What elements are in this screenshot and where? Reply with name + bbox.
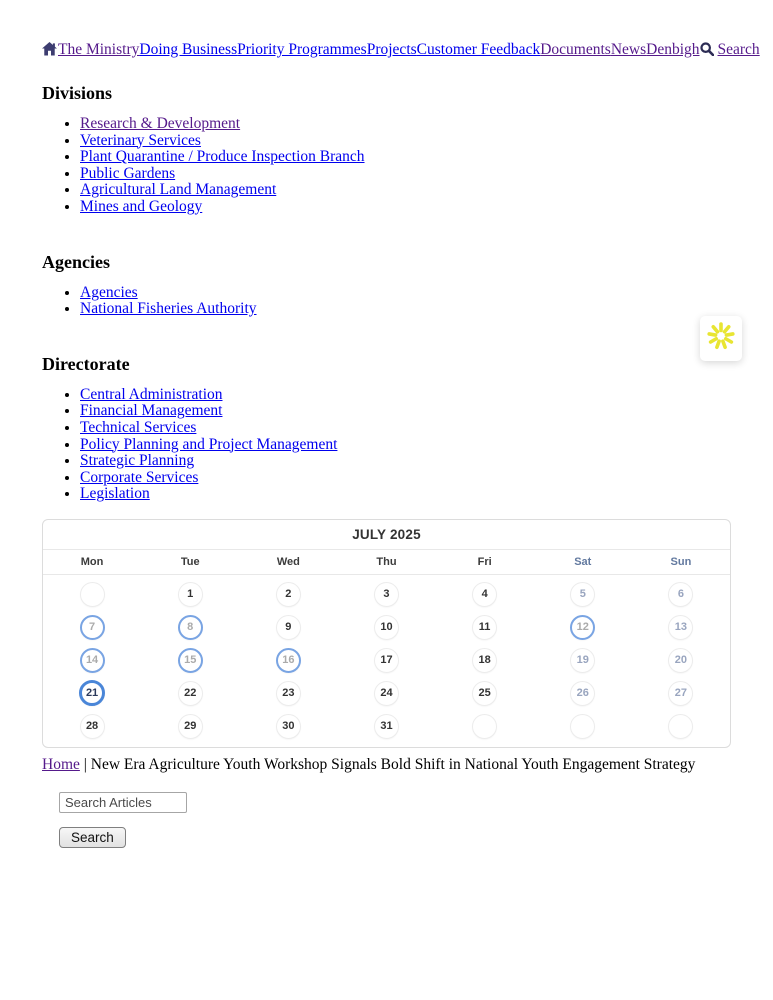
day-header-thu: Thu <box>376 555 397 568</box>
calendar-cell <box>239 611 337 644</box>
day-header-mon: Mon <box>80 555 104 568</box>
calendar-day-26: 26 <box>570 681 595 706</box>
calendar-cell <box>43 611 141 644</box>
calendar-cell <box>534 677 632 710</box>
day-header-tue: Tue <box>180 555 200 568</box>
link-corporate-services[interactable]: Corporate Services <box>80 468 199 486</box>
calendar-day-10: 10 <box>374 615 399 640</box>
link-central-administration[interactable]: Central Administration <box>80 385 223 403</box>
day-header-sun: Sun <box>670 555 692 568</box>
nav-search-link[interactable] <box>700 41 760 58</box>
calendar-day-8[interactable]: 8 <box>178 615 203 640</box>
calendar-day-headers <box>43 550 730 575</box>
calendar-month-title: JULY 2025 <box>43 520 730 550</box>
calendar-cell <box>632 578 730 611</box>
calendar-week-row <box>43 611 730 644</box>
calendar-cell <box>337 677 435 710</box>
nav-item-projects[interactable]: Projects <box>366 41 417 58</box>
asterisk-burst-icon <box>706 321 736 356</box>
divisions-list <box>42 116 731 216</box>
calendar-day-14[interactable]: 14 <box>80 648 105 673</box>
calendar-cell <box>141 677 239 710</box>
day-header-sat: Sat <box>574 555 592 568</box>
link-legislation[interactable]: Legislation <box>80 485 150 503</box>
calendar-cell <box>141 578 239 611</box>
directorate-list <box>42 387 731 503</box>
calendar-cell <box>43 578 141 611</box>
calendar-day-16[interactable]: 16 <box>276 648 301 673</box>
calendar-cell <box>534 710 632 743</box>
calendar-day-2: 2 <box>276 582 301 607</box>
calendar-cell <box>534 644 632 677</box>
list-item <box>80 301 731 318</box>
calendar-day-18: 18 <box>472 648 497 673</box>
event-calendar <box>42 519 731 748</box>
calendar-day-5: 5 <box>570 582 595 607</box>
link-plant-quarantine-produce-inspection-branch[interactable]: Plant Quarantine / Produce Inspection Branch <box>80 148 365 166</box>
list-item <box>80 453 731 470</box>
breadcrumb <box>42 756 731 774</box>
calendar-cell <box>436 644 534 677</box>
calendar-cell <box>436 578 534 611</box>
calendar-grid <box>43 575 730 747</box>
calendar-day-empty <box>80 582 105 607</box>
breadcrumb-home-link[interactable]: Home <box>42 755 80 773</box>
nav-item-customer-feedback[interactable]: Customer Feedback <box>416 41 541 58</box>
calendar-day-15[interactable]: 15 <box>178 648 203 673</box>
calendar-cell <box>436 710 534 743</box>
calendar-cell <box>436 611 534 644</box>
calendar-day-24: 24 <box>374 681 399 706</box>
calendar-day-12[interactable]: 12 <box>570 615 595 640</box>
calendar-week-row <box>43 677 730 710</box>
list-item <box>80 387 731 404</box>
section-heading-agencies: Agencies <box>42 251 110 272</box>
link-public-gardens[interactable]: Public Gardens <box>80 164 176 182</box>
calendar-day-empty <box>472 714 497 739</box>
calendar-cell <box>239 677 337 710</box>
calendar-day-22: 22 <box>178 681 203 706</box>
calendar-cell <box>239 644 337 677</box>
calendar-cell <box>534 611 632 644</box>
list-item <box>80 403 731 420</box>
list-item <box>80 199 731 216</box>
calendar-cell <box>141 710 239 743</box>
calendar-day-1: 1 <box>178 582 203 607</box>
list-item <box>80 470 731 487</box>
calendar-day-31: 31 <box>374 714 399 739</box>
calendar-day-9: 9 <box>276 615 301 640</box>
calendar-cell <box>632 710 730 743</box>
link-technical-services[interactable]: Technical Services <box>80 418 197 436</box>
section-heading-directorate: Directorate <box>42 353 130 374</box>
nav-item-doing-business[interactable]: Doing Business <box>139 41 238 58</box>
accessibility-widget-button[interactable] <box>700 316 742 361</box>
nav-item-priority-programmes[interactable]: Priority Programmes <box>237 41 367 58</box>
day-header-wed: Wed <box>276 555 300 568</box>
list-item <box>80 437 731 454</box>
day-header-fri: Fri <box>477 555 492 568</box>
calendar-cell <box>239 710 337 743</box>
calendar-day-4: 4 <box>472 582 497 607</box>
calendar-day-23: 23 <box>276 681 301 706</box>
list-item <box>80 116 731 133</box>
agencies-list <box>42 285 731 318</box>
calendar-day-13: 13 <box>668 615 693 640</box>
link-strategic-planning[interactable]: Strategic Planning <box>80 452 195 470</box>
article-search-input[interactable] <box>59 792 187 813</box>
calendar-cell <box>337 578 435 611</box>
link-research-development[interactable]: Research & Development <box>80 115 241 132</box>
calendar-cell <box>43 710 141 743</box>
calendar-cell <box>43 677 141 710</box>
breadcrumb-page-title: New Era Agriculture Youth Workshop Signals Bold Shift in National Youth Engagement Strategy <box>90 755 696 773</box>
list-item <box>80 420 731 437</box>
link-policy-planning-and-project-management[interactable]: Policy Planning and Project Management <box>80 435 338 453</box>
link-financial-management[interactable]: Financial Management <box>80 402 223 420</box>
calendar-day-19: 19 <box>570 648 595 673</box>
search-icon <box>700 41 714 58</box>
calendar-cell <box>534 578 632 611</box>
calendar-day-7[interactable]: 7 <box>80 615 105 640</box>
nav-links <box>58 41 700 58</box>
link-national-fisheries-authority[interactable]: National Fisheries Authority <box>80 300 257 318</box>
nav-item-news[interactable]: News <box>610 41 647 58</box>
link-agencies[interactable]: Agencies <box>80 283 138 301</box>
list-item <box>80 285 731 302</box>
calendar-day-empty <box>570 714 595 739</box>
list-item <box>80 149 731 166</box>
calendar-cell <box>337 611 435 644</box>
list-item <box>80 486 731 503</box>
article-search-form <box>59 792 731 848</box>
calendar-cell <box>43 644 141 677</box>
calendar-day-11: 11 <box>472 615 497 640</box>
calendar-cell <box>141 611 239 644</box>
calendar-cell <box>632 644 730 677</box>
nav-search-label: Search <box>717 41 760 58</box>
calendar-cell <box>239 578 337 611</box>
calendar-day-25: 25 <box>472 681 497 706</box>
calendar-day-21[interactable]: 21 <box>79 680 105 706</box>
calendar-day-30: 30 <box>276 714 301 739</box>
list-item <box>80 166 731 183</box>
top-nav <box>42 40 760 59</box>
calendar-cell <box>141 644 239 677</box>
link-veterinary-services[interactable]: Veterinary Services <box>80 131 201 149</box>
calendar-cell <box>436 677 534 710</box>
nav-item-denbigh[interactable]: Denbigh <box>646 41 700 58</box>
home-icon <box>42 41 57 58</box>
nav-item-documents[interactable]: Documents <box>540 41 611 58</box>
section-heading-divisions: Divisions <box>42 83 113 103</box>
link-mines-and-geology[interactable]: Mines and Geology <box>80 197 203 215</box>
article-search-button[interactable]: Search <box>59 827 126 848</box>
list-item <box>80 182 731 199</box>
calendar-day-17: 17 <box>374 648 399 673</box>
calendar-day-27: 27 <box>668 681 693 706</box>
calendar-cell <box>337 644 435 677</box>
breadcrumb-separator: | <box>83 755 87 773</box>
calendar-cell <box>337 710 435 743</box>
calendar-week-row <box>43 578 730 611</box>
calendar-day-28: 28 <box>80 714 105 739</box>
home-icon-link[interactable] <box>42 41 57 58</box>
calendar-week-row <box>43 710 730 743</box>
list-item <box>80 133 731 150</box>
calendar-day-empty <box>668 714 693 739</box>
calendar-week-row <box>43 644 730 677</box>
link-agricultural-land-management[interactable]: Agricultural Land Management <box>80 181 277 199</box>
calendar-cell <box>632 611 730 644</box>
calendar-day-3: 3 <box>374 582 399 607</box>
calendar-cell <box>632 677 730 710</box>
calendar-day-29: 29 <box>178 714 203 739</box>
nav-item-the-ministry[interactable]: The Ministry <box>58 41 140 58</box>
calendar-day-20: 20 <box>668 648 693 673</box>
calendar-day-6: 6 <box>668 582 693 607</box>
